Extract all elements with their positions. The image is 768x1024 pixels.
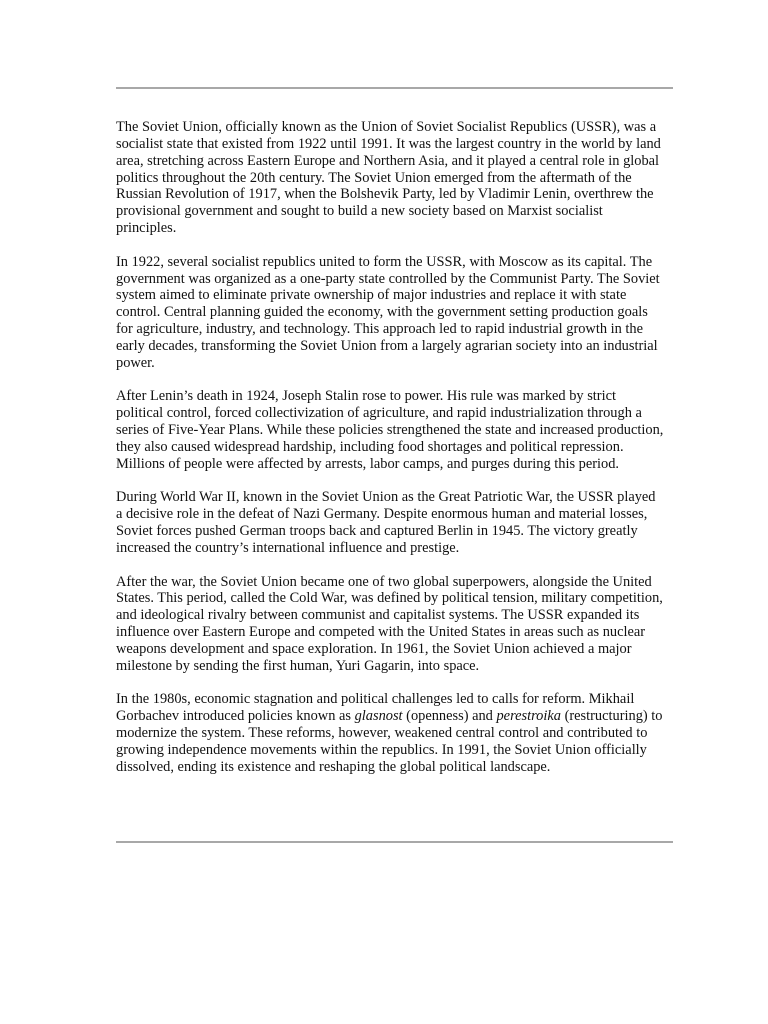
paragraph-soviet-union-intro: The Soviet Union, officially known as the Union of Soviet Socialist Republics (USSR), was a socialist state that existed from 1922 until 1991. It was the largest country in the world by land area, stretching across Eastern Europe and Northern Asia, and it played a central role in global politics throughout the 20th century. The Soviet Union emerged from the aftermath of the Russian Revolution of 1917, when the Bolshevik Party, led by Vladimir Lenin, overthrew the provisional government and sought to build a new society based on Marxist socialist principles. [116, 119, 661, 237]
top-horizontal-rule [116, 87, 673, 89]
bottom-horizontal-rule [116, 841, 673, 843]
paragraph-world-war-ii: During World War II, known in the Soviet Union as the Great Patriotic War, the USSR played a decisive role in the defeat of Nazi Germany. Despite enormous human and material losses, Soviet forces pushed German troops back and captured Berlin in 1945. The victory greatly increased the country’s international influence and prestige. [116, 489, 656, 556]
paragraph-cold-war: After the war, the Soviet Union became one of two global superpowers, alongside the United States. This period, called the Cold War, was defined by political tension, military competition, and ideological rivalry between communist and capitalist systems. The USSR expanded its influence over Eastern Europe and competed with the United States in areas such as nuclear weapons development and space exploration. In 1961, the Soviet Union achieved a major milestone by sending the first human, Yuri Gagarin, into space. [116, 573, 663, 674]
document-body [116, 119, 664, 776]
paragraph-reform-text-3: (restructuring) to modernize the system. These reforms, however, weakened central control and contributed to growing independence movements within the republics. In 1991, the Soviet Union officially dissolved, ending its existence and reshaping the global political landscape. [116, 708, 663, 775]
paragraph-reform-text-1: In the 1980s, economic stagnation and political challenges led to calls for reform. Mikhail Gorbachev introduced policies known as [116, 691, 635, 725]
glasnost-term: glasnost [354, 708, 403, 725]
paragraph-reform-text-2: (openness) and [402, 708, 497, 725]
paragraph-reform-and-dissolution [116, 691, 664, 775]
paragraph-formation-of-ussr: In 1922, several socialist republics united to form the USSR, with Moscow as its capital. The government was organized as a one-party state controlled by the Communist Party. The Soviet system aimed to eliminate private ownership of major industries and replace it with state control. Central planning guided the economy, with the government setting production goals for agriculture, industry, and technology. This approach led to rapid industrial growth in the early decades, transforming the Soviet Union from a largely agrarian society into an industrial power. [116, 253, 660, 371]
perestroika-term: perestroika [496, 708, 561, 725]
paragraph-stalin-era: After Lenin’s death in 1924, Joseph Stalin rose to power. His rule was marked by strict political control, forced collectivization of agriculture, and rapid industrialization through a series of Five-Year Plans. While these policies strengthened the state and increased production, they also caused widespread hardship, including food shortages and political repression. Millions of people were affected by arrests, labor camps, and purges during this period. [116, 388, 664, 472]
